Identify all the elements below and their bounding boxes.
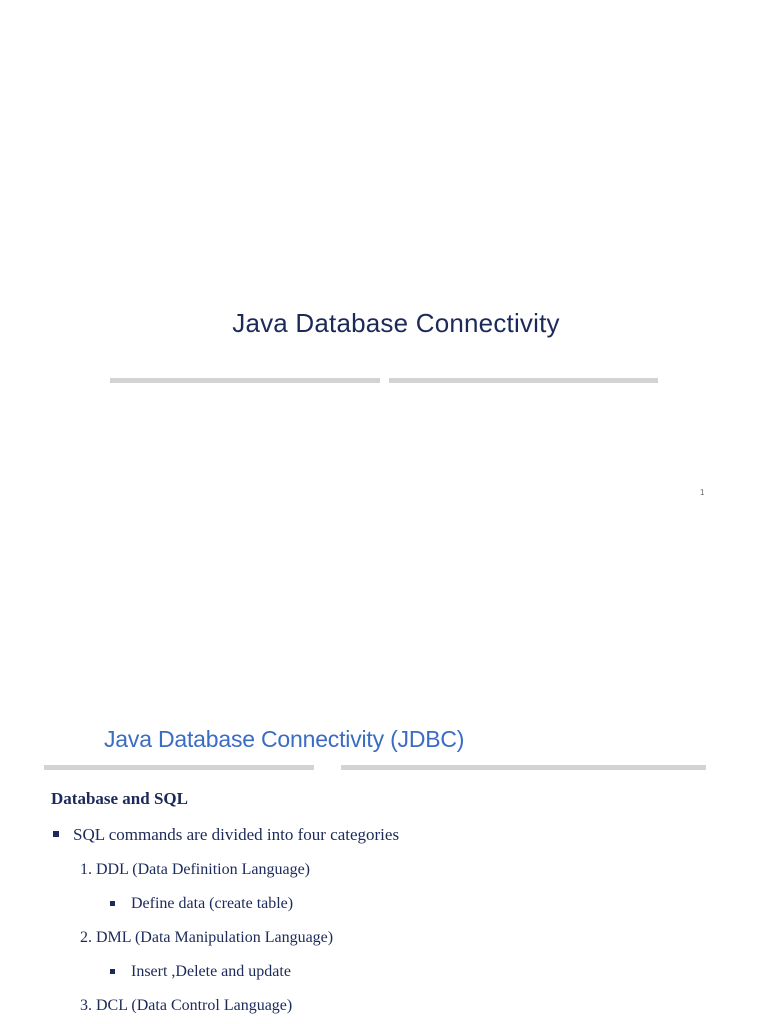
- section-heading: Database and SQL: [51, 789, 188, 808]
- slide-heading: Java Database Connectivity (JDBC): [104, 726, 465, 752]
- slide-number: 1: [700, 488, 705, 497]
- title-divider-right: [389, 378, 658, 383]
- slide-title: Java Database Connectivity: [232, 308, 560, 338]
- bullet-square-icon: [53, 831, 59, 837]
- sub-bullet-text: Insert ,Delete and update: [131, 963, 291, 980]
- list-item: 3. DCL (Data Control Language): [80, 997, 293, 1014]
- bullet-square-icon: [110, 969, 115, 974]
- sub-bullet-text: Define data (create table): [131, 895, 294, 912]
- heading-divider-left: [44, 765, 314, 770]
- list-item: 2. DML (Data Manipulation Language): [80, 929, 334, 946]
- list-item: 1. DDL (Data Definition Language): [80, 861, 310, 878]
- heading-divider-right: [341, 765, 706, 770]
- bullet-square-icon: [110, 901, 115, 906]
- title-divider-left: [110, 378, 380, 383]
- bullet-text: SQL commands are divided into four categories: [73, 825, 400, 844]
